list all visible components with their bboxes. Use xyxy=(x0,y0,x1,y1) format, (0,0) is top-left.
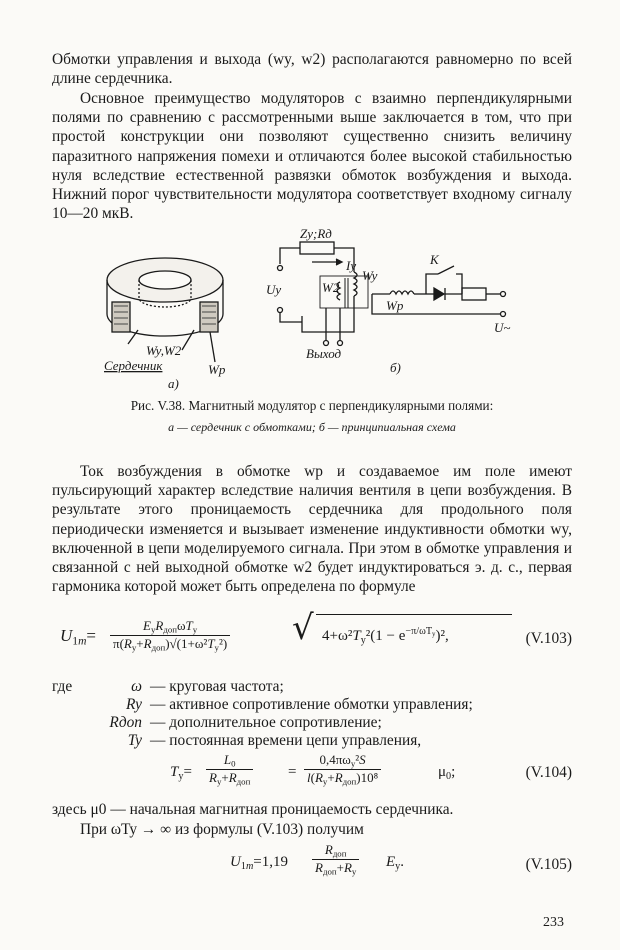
definition-text: — постоянная времени цепи управления, xyxy=(150,732,422,749)
paragraph-1: Обмотки управления и выхода (wy, w2) располагаются равномерно по всей длине сердечника. xyxy=(52,51,572,88)
definition-symbol: Ty xyxy=(127,732,142,749)
definition-symbol: Rдоп xyxy=(109,714,142,731)
paragraph-2: Основное преимущество модуляторов с взаимно перпендикулярными полями по сравнению с рассмотренными выше заключается в том, что при простой конструкции они позволяют существенно снизить величину паразитного напряжения помехи и отличаются более высокой стабильностью нуля вследствие естественной развязки обмоток возбуждения и выхода. Нижний порог чувствительности модулятора соответствует входному сигналу 10—20 мкВ. xyxy=(52,90,572,223)
label-uy: Uy xyxy=(266,282,282,297)
figure-caption: Рис. V.38. Магнитный модулятор с перпендикулярными полями: xyxy=(130,398,494,413)
page-number: 233 xyxy=(543,915,564,930)
equation-number-v105: (V.105) xyxy=(525,856,572,873)
paragraph-3: Ток возбуждения в обмотке wр и создаваемое им поле имеют пульсирующий характер вследствие наличия вентиля в цепи возбуждения. В результате этого проницаемость сердечника для продольного поля периодически изменяется и вызывает изменение индуктивности обмотки wy, включенной в цепи моделируемого сигнала. При этом в обмотке управления и связанной с ней выходной обмотке w2 будет индуктироваться э. д. с., первая гармоника которой может быть определена по формуле xyxy=(52,463,572,596)
definition-text: — дополнительное сопротивление; xyxy=(150,714,382,731)
definition-row xyxy=(52,678,572,696)
equation-v105: $U_{1m}=1,19$ $R_{доп}$ $R_{доп}+R_y$ $E_y$. xyxy=(230,842,405,877)
figure-caption-sub: а — сердечник с обмотками; б — принципиальная схема xyxy=(168,420,456,434)
label-a: а) xyxy=(168,376,179,391)
equation-v103: $U_{1m}=$ $E_yR_{доп}\omega T_y$ $\pi(R_y+R_{доп})√(1+\omega^2T_y^2)$ √ $4+\omega^2T_y^2(1 - e^{-\pi/\omega T_y})^2$, xyxy=(60,612,510,668)
label-wy-w2: Wy,W2 xyxy=(146,343,182,358)
equation-v104: $T_y=$ $L_0$ $R_y+R_{доп}$ = $0,4\pi\omega_y^2S$ $l(R_y+R_{доп})10^8$ $\mu_0$; xyxy=(170,752,456,787)
definition-row xyxy=(52,714,572,732)
where-label: где xyxy=(52,678,73,695)
definition-symbol: ω xyxy=(131,678,142,695)
definition-text: — круговая частота; xyxy=(150,678,284,695)
definition-symbol: Ry xyxy=(126,696,142,713)
paragraph-4: здесь μ0 — начальная магнитная проницаемость сердечника. xyxy=(52,801,454,818)
label-b: б) xyxy=(390,360,401,375)
figure-magnetic-modulator xyxy=(90,212,530,392)
label-wp: Wp xyxy=(386,298,404,313)
label-serdechnik: Сердечник xyxy=(104,358,163,373)
equation-number-v103: (V.103) xyxy=(525,630,572,647)
label-wy: Wy xyxy=(362,268,378,283)
definition-row xyxy=(52,732,572,750)
label-vykhod: Выход xyxy=(306,346,342,361)
definition-text: — активное сопротивление обмотки управления; xyxy=(150,696,473,713)
equation-number-v104: (V.104) xyxy=(525,764,572,781)
definition-row xyxy=(52,696,572,714)
label-u-ac: U~ xyxy=(494,320,511,335)
definitions-list xyxy=(52,678,572,750)
label-k: K xyxy=(430,252,439,267)
paragraph-5: При ωTy → ∞ из формулы (V.103) получим xyxy=(80,821,364,838)
label-w2: W2 xyxy=(322,280,340,295)
schematic-drawing xyxy=(278,242,506,346)
label-wp-left: Wр xyxy=(208,362,226,377)
label-iy: Iy xyxy=(346,258,357,273)
label-zy-rd: Zy;Rд xyxy=(300,226,332,241)
